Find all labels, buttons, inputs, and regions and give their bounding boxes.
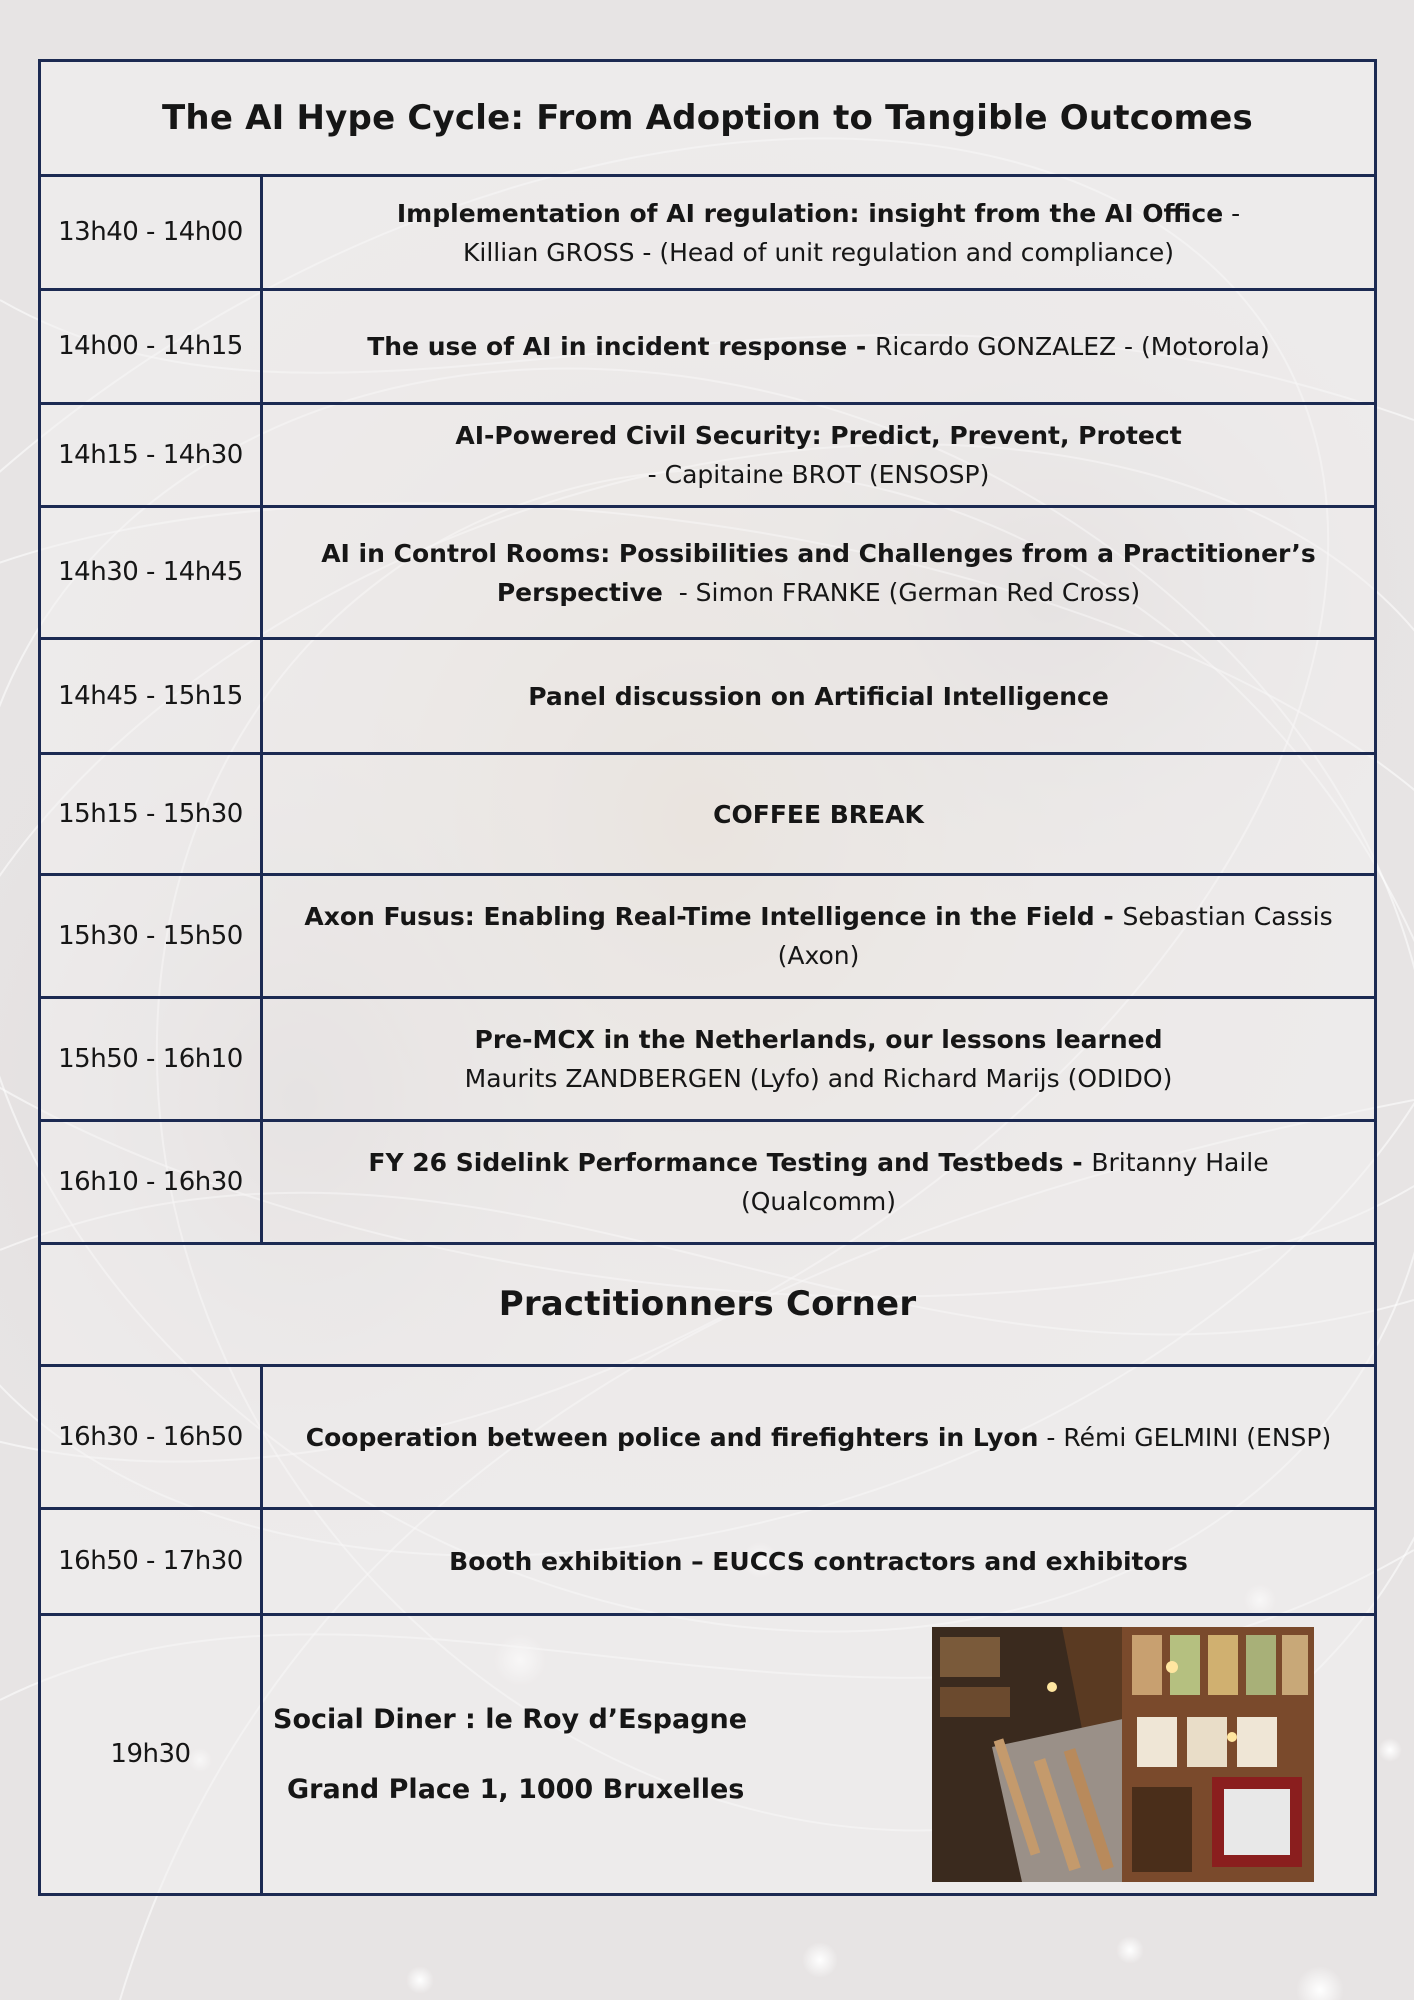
session-title: Cooperation between police and firefighters in Lyon bbox=[305, 1422, 1039, 1452]
session-separator: - bbox=[1038, 1422, 1064, 1452]
session-time: 14h15 - 14h30 bbox=[40, 404, 262, 507]
event-title: The AI Hype Cycle: From Adoption to Tangible Outcomes bbox=[40, 61, 1376, 176]
social-venue: Social Diner : le Roy d’Espagne bbox=[273, 1703, 748, 1735]
session-time: 14h30 - 14h45 bbox=[40, 507, 262, 639]
social-text bbox=[273, 1700, 747, 1810]
table-row bbox=[40, 176, 1376, 290]
session-time: 14h45 - 15h15 bbox=[40, 639, 262, 754]
session-time: 16h50 - 17h30 bbox=[40, 1509, 262, 1615]
session-time: 16h30 - 16h50 bbox=[40, 1366, 262, 1509]
session-title: FY 26 Sidelink Performance Testing and Testbeds - bbox=[368, 1148, 1092, 1177]
session-title: AI-Powered Civil Security: Predict, Prevent, Protect bbox=[455, 421, 1182, 450]
session-title: Axon Fusus: Enabling Real-Time Intelligence in the Field - bbox=[304, 902, 1123, 931]
agenda-table bbox=[38, 59, 1377, 1896]
table-row bbox=[40, 1509, 1376, 1615]
session-details bbox=[262, 1509, 1376, 1615]
session-speaker: Killian GROSS - (Head of unit regulation and compliance) bbox=[463, 237, 1174, 267]
session-title: AI in Control Rooms: Possibilities and Challenges from a Practitioner’s Perspective bbox=[321, 538, 1316, 607]
table-row bbox=[40, 1121, 1376, 1244]
session-details bbox=[262, 1121, 1376, 1244]
table-row bbox=[40, 507, 1376, 639]
session-title: Pre-MCX in the Netherlands, our lessons learned bbox=[474, 1025, 1163, 1054]
session-title: Panel discussion on Artificial Intelligence bbox=[528, 681, 1109, 711]
table-row bbox=[40, 404, 1376, 507]
session-details bbox=[262, 290, 1376, 404]
table-row bbox=[40, 639, 1376, 754]
table-row bbox=[40, 290, 1376, 404]
session-title: Implementation of AI regulation: insight from the AI Office bbox=[396, 198, 1224, 228]
session-time: 15h50 - 16h10 bbox=[40, 998, 262, 1121]
session-details bbox=[262, 639, 1376, 754]
session-details bbox=[262, 875, 1376, 998]
social-time: 19h30 bbox=[40, 1615, 262, 1895]
session-speaker: Simon FRANKE (German Red Cross) bbox=[695, 577, 1141, 607]
session-time: 14h00 - 14h15 bbox=[40, 290, 262, 404]
table-row bbox=[40, 1615, 1376, 1895]
session-details bbox=[262, 404, 1376, 507]
section-title: Practitionners Corner bbox=[40, 1244, 1376, 1366]
social-details bbox=[262, 1615, 1376, 1895]
session-time: 13h40 - 14h00 bbox=[40, 176, 262, 290]
session-speaker: Britanny Haile (Qualcomm) bbox=[740, 1148, 1269, 1216]
table-row bbox=[40, 754, 1376, 875]
social-address: Grand Place 1, 1000 Bruxelles bbox=[287, 1773, 745, 1805]
session-speaker: Rémi GELMINI (ENSP) bbox=[1063, 1422, 1332, 1452]
session-separator: - bbox=[1223, 198, 1241, 228]
session-details bbox=[262, 1366, 1376, 1509]
session-time: 15h15 - 15h30 bbox=[40, 754, 262, 875]
table-row bbox=[40, 998, 1376, 1121]
session-title: COFFEE BREAK bbox=[713, 799, 924, 829]
venue-photo bbox=[932, 1627, 1314, 1882]
session-details bbox=[262, 507, 1376, 639]
session-details bbox=[262, 998, 1376, 1121]
session-speaker: - Capitaine BROT (ENSOSP) bbox=[647, 460, 990, 489]
session-separator: - bbox=[662, 577, 696, 607]
session-title: Booth exhibition – EUCCS contractors and exhibitors bbox=[449, 1547, 1188, 1576]
session-details bbox=[262, 754, 1376, 875]
session-time: 15h30 - 15h50 bbox=[40, 875, 262, 998]
session-speaker: Ricardo GONZALEZ - (Motorola) bbox=[874, 332, 1270, 361]
session-speaker: Maurits ZANDBERGEN (Lyfo) and Richard Marijs (ODIDO) bbox=[464, 1064, 1173, 1093]
session-time: 16h10 - 16h30 bbox=[40, 1121, 262, 1244]
session-details bbox=[262, 176, 1376, 290]
session-speaker: Sebastian Cassis (Axon) bbox=[777, 902, 1333, 970]
table-row bbox=[40, 875, 1376, 998]
header-row bbox=[40, 61, 1376, 176]
table-row bbox=[40, 1366, 1376, 1509]
section-header-row bbox=[40, 1244, 1376, 1366]
social-content bbox=[263, 1627, 1374, 1882]
session-title: The use of AI in incident response - bbox=[367, 332, 875, 361]
